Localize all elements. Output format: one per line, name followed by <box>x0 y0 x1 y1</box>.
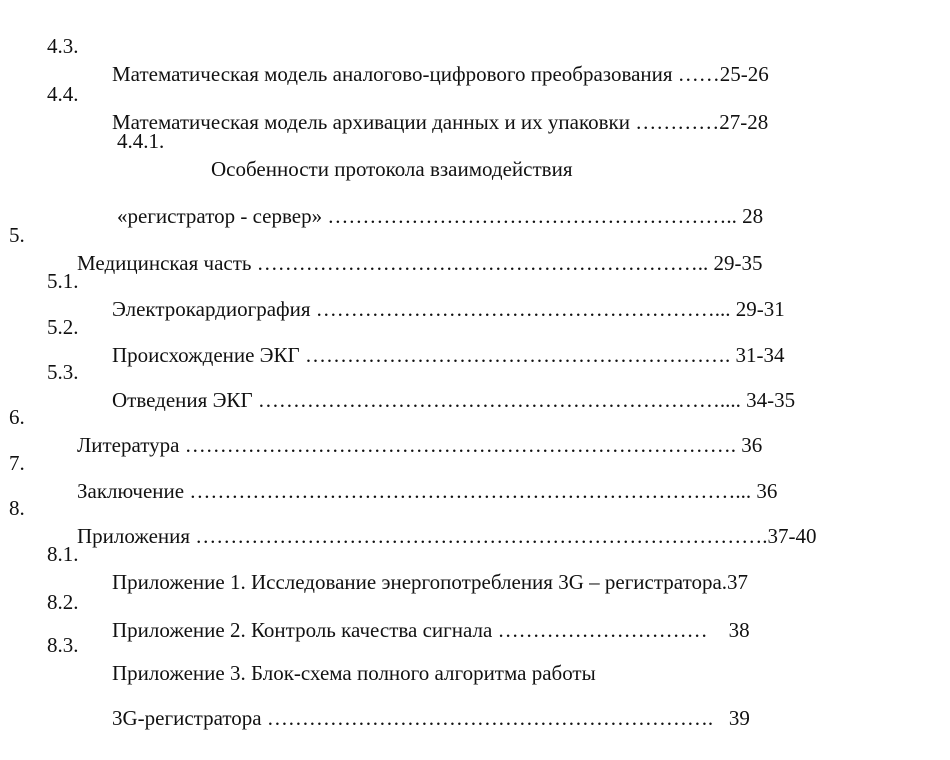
toc-number: 8.3. <box>47 633 79 657</box>
toc-title: 3G-регистратора ………………………………………………………. 39 <box>112 706 750 730</box>
toc-title: Приложение 2. Контроль качества сигнала ………………………… 38 <box>112 618 750 642</box>
toc-number: 6. <box>9 405 25 429</box>
toc-number: 4.4.1. <box>117 129 165 153</box>
toc-entry-4-4-1-cont <box>0 146 950 228</box>
toc-entry-4-4 <box>0 52 950 134</box>
toc-title: Математическая модель аналогово-цифрового преобразования ……25-26 <box>112 62 769 86</box>
toc-entry-4-4-1 <box>0 99 950 181</box>
toc-number: 7. <box>9 451 25 475</box>
toc-title: Отведения ЭКГ ………………………………………………………….... 34-35 <box>112 388 796 412</box>
toc-title: Математическая модель архивации данных и их упаковки …………27-28 <box>112 110 769 134</box>
toc-title: Приложение 3. Блок-схема полного алгоритма работы <box>112 661 596 685</box>
toc-entry-7 <box>0 421 950 503</box>
toc-title: Особенности протокола взаимодействия <box>211 157 573 181</box>
toc-number: 5.2. <box>47 315 79 339</box>
toc-number: 8. <box>9 496 25 520</box>
toc-number: 5.1. <box>47 269 79 293</box>
toc-number: 4.4. <box>47 82 79 106</box>
toc-entry-4-3 <box>0 4 950 86</box>
toc-title: Литература ……………………………………………………………………. 36 <box>77 433 763 457</box>
toc-title: Электрокардиография …………………………………………………... 29-31 <box>112 297 785 321</box>
toc-number: 5.3. <box>47 360 79 384</box>
toc-title: Медицинская часть ……………………………………………………….. 29-35 <box>77 251 763 275</box>
toc-entry-8-1 <box>0 512 950 594</box>
toc-entry-6 <box>0 375 950 457</box>
toc-entry-8-3-cont <box>0 648 950 730</box>
toc-title: Заключение ……………………………………………………………………... 36 <box>77 479 778 503</box>
toc-title: Происхождение ЭКГ ……………………………………………………. 31-34 <box>112 343 785 367</box>
toc-number: 8.2. <box>47 590 79 614</box>
toc-entry-8 <box>0 466 950 548</box>
toc-entry-8-2 <box>0 560 950 642</box>
toc-entry-5-1 <box>0 239 950 321</box>
toc-title: Приложения ……………………………………………………………………….37-40 <box>77 524 817 548</box>
toc-entry-5 <box>0 193 950 275</box>
toc-entry-5-2 <box>0 285 950 367</box>
toc-title: Приложение 1. Исследование энергопотребления 3G – регистратора.37 <box>112 570 749 594</box>
toc-number: 8.1. <box>47 542 79 566</box>
toc-title: «регистратор - сервер» ………………………………………………….. 28 <box>117 204 764 228</box>
toc-entry-5-3 <box>0 330 950 412</box>
toc-entry-8-3 <box>0 603 950 685</box>
toc-number: 4.3. <box>47 34 79 58</box>
toc-number: 5. <box>9 223 25 247</box>
